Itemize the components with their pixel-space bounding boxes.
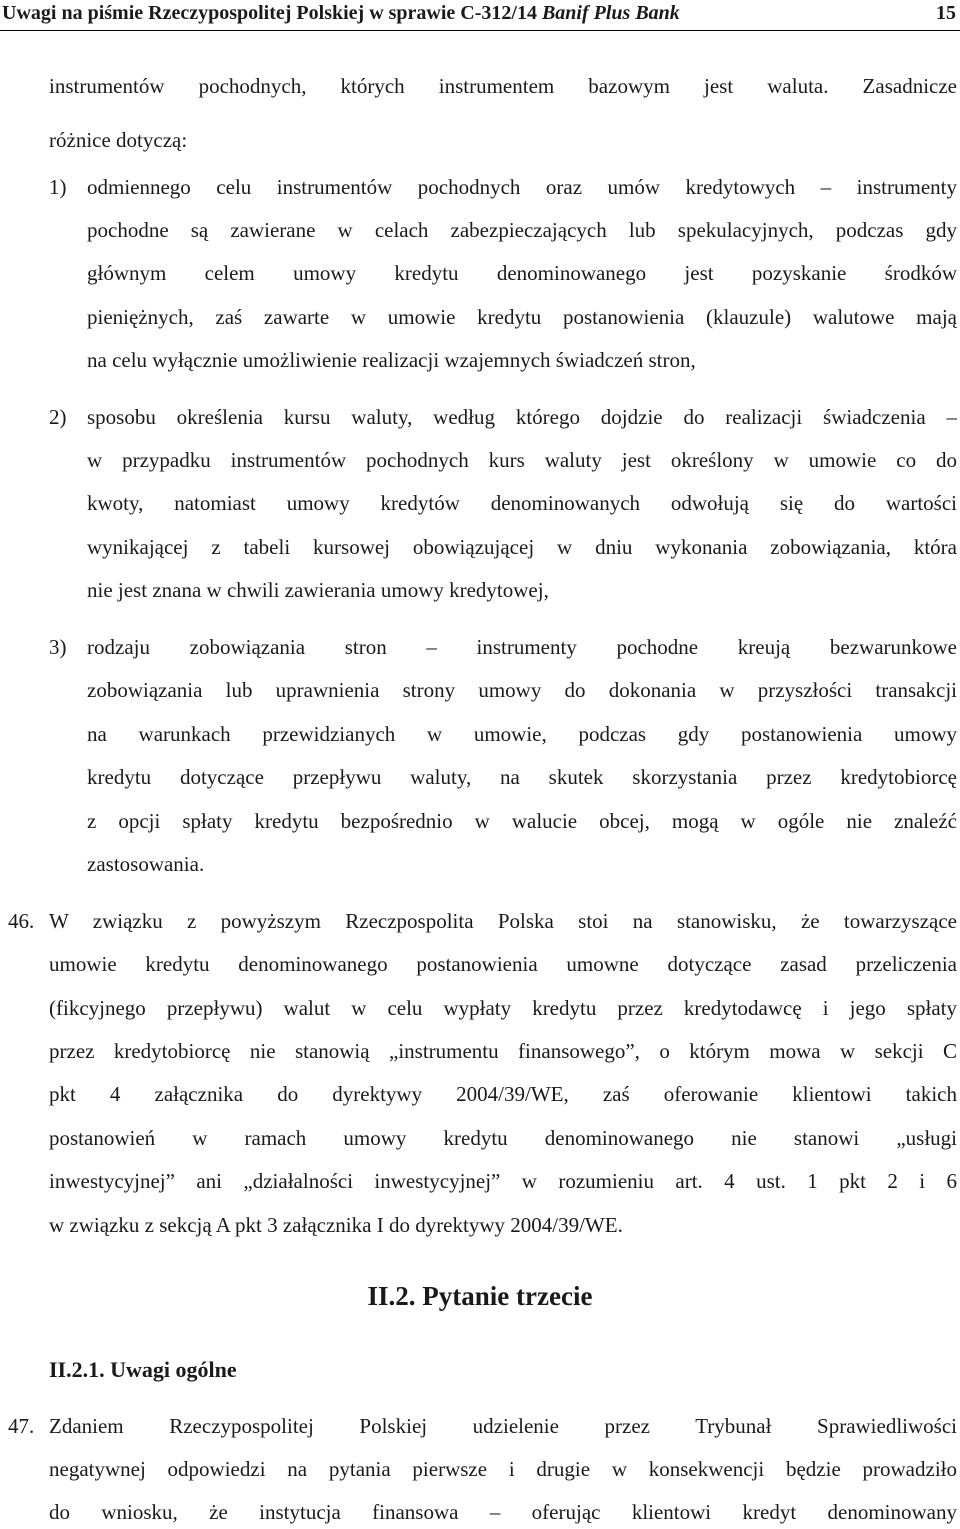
paragraph-line: (fikcyjnego przepływu) walut w celu wypłaty kredytu przez kredytodawcę i jego spłaty — [49, 996, 957, 1020]
list-item-line: z opcji spłaty kredytu bezpośrednio w walucie obcej, mogą w ogóle nie znaleźć — [87, 809, 957, 833]
list-item-line: sposobu określenia kursu waluty, według którego dojdzie do realizacji świadczenia – — [87, 405, 957, 429]
page-header — [0, 0, 960, 31]
list-marker: 2) — [49, 405, 67, 429]
paragraph-line: przez kredytobiorcę nie stanowią „instrumentu finansowego”, o którym mowa w sekcji C — [49, 1039, 957, 1063]
list-item-line: na warunkach przewidzianych w umowie, podczas gdy postanowienia umowy — [87, 722, 957, 746]
list-marker: 1) — [49, 175, 67, 199]
list-marker: 3) — [49, 635, 67, 659]
paragraph-line: Zdaniem Rzeczypospolitej Polskiej udzielenie przez Trybunał Sprawiedliwości — [49, 1414, 957, 1438]
paragraph-line: w związku z sekcją A pkt 3 załącznika I do dyrektywy 2004/39/WE. — [49, 1213, 623, 1237]
paragraph-line: W związku z powyższym Rzeczpospolita Polska stoi na stanowisku, że towarzyszące — [49, 909, 957, 933]
list-item-line: na celu wyłącznie umożliwienie realizacji wzajemnych świadczeń stron, — [87, 348, 696, 372]
paragraph-line: umowie kredytu denominowanego postanowienia umowne dotyczące zasad przeliczenia — [49, 952, 957, 976]
paragraph-line: pkt 4 załącznika do dyrektywy 2004/39/WE, zaś oferowanie klientowi takich — [49, 1082, 957, 1106]
list-item-line: rodzaju zobowiązania stron – instrumenty pochodne kreują bezwarunkowe — [87, 635, 957, 659]
text-line: różnice dotyczą: — [49, 128, 188, 152]
list-item-line: w przypadku instrumentów pochodnych kurs waluty jest określony w umowie co do — [87, 448, 957, 472]
document-title-text: Uwagi na piśmie Rzeczypospolitej Polskiej w sprawie C-312/14 — [2, 2, 542, 24]
paragraph-line: postanowień w ramach umowy kredytu denominowanego nie stanowi „usługi — [49, 1126, 957, 1150]
subsection-heading: II.2.1. Uwagi ogólne — [49, 1357, 237, 1382]
paragraph-number: 47. — [8, 1414, 35, 1438]
document-title-case-name: Banif Plus Bank — [541, 2, 680, 24]
list-item-line: pieniężnych, zaś zawarte w umowie kredytu postanowienia (klauzule) walutowe mają — [87, 305, 957, 329]
text-line: instrumentów pochodnych, których instrumentem bazowym jest waluta. Zasadnicze — [49, 74, 957, 98]
section-heading: II.2. Pytanie trzecie — [367, 1281, 593, 1311]
paragraph-line: do wniosku, że instytucja finansowa – oferując klientowi kredyt denominowany — [49, 1500, 957, 1524]
paragraph-line: inwestycyjnej” ani „działalności inwestycyjnej” w rozumieniu art. 4 ust. 1 pkt 2 i 6 — [49, 1169, 957, 1193]
paragraph-number: 46. — [8, 909, 35, 933]
paragraph-line: negatywnej odpowiedzi na pytania pierwsze i drugie w konsekwencji będzie prowadziło — [49, 1457, 957, 1481]
list-item-line: kwoty, natomiast umowy kredytów denominowanych odwołują się do wartości — [87, 491, 957, 515]
list-item-line: nie jest znana w chwili zawierania umowy kredytowej, — [87, 578, 549, 602]
list-item-line: głównym celem umowy kredytu denominowanego jest pozyskanie środków — [87, 261, 957, 285]
list-item-line: kredytu dotyczące przepływu waluty, na skutek skorzystania przez kredytobiorcę — [87, 765, 957, 789]
page-number: 15 — [936, 2, 956, 24]
list-item-line: zobowiązania lub uprawnienia strony umowy do dokonania w przyszłości transakcji — [87, 678, 957, 702]
list-item-line: wynikającej z tabeli kursowej obowiązującej w dniu wykonania zobowiązania, która — [87, 535, 957, 559]
list-item-line: pochodne są zawierane w celach zabezpieczających lub spekulacyjnych, podczas gdy — [87, 218, 957, 242]
list-item-line: zastosowania. — [87, 852, 205, 876]
document-title — [2, 2, 680, 25]
list-item-line: odmiennego celu instrumentów pochodnych oraz umów kredytowych – instrumenty — [87, 175, 957, 199]
